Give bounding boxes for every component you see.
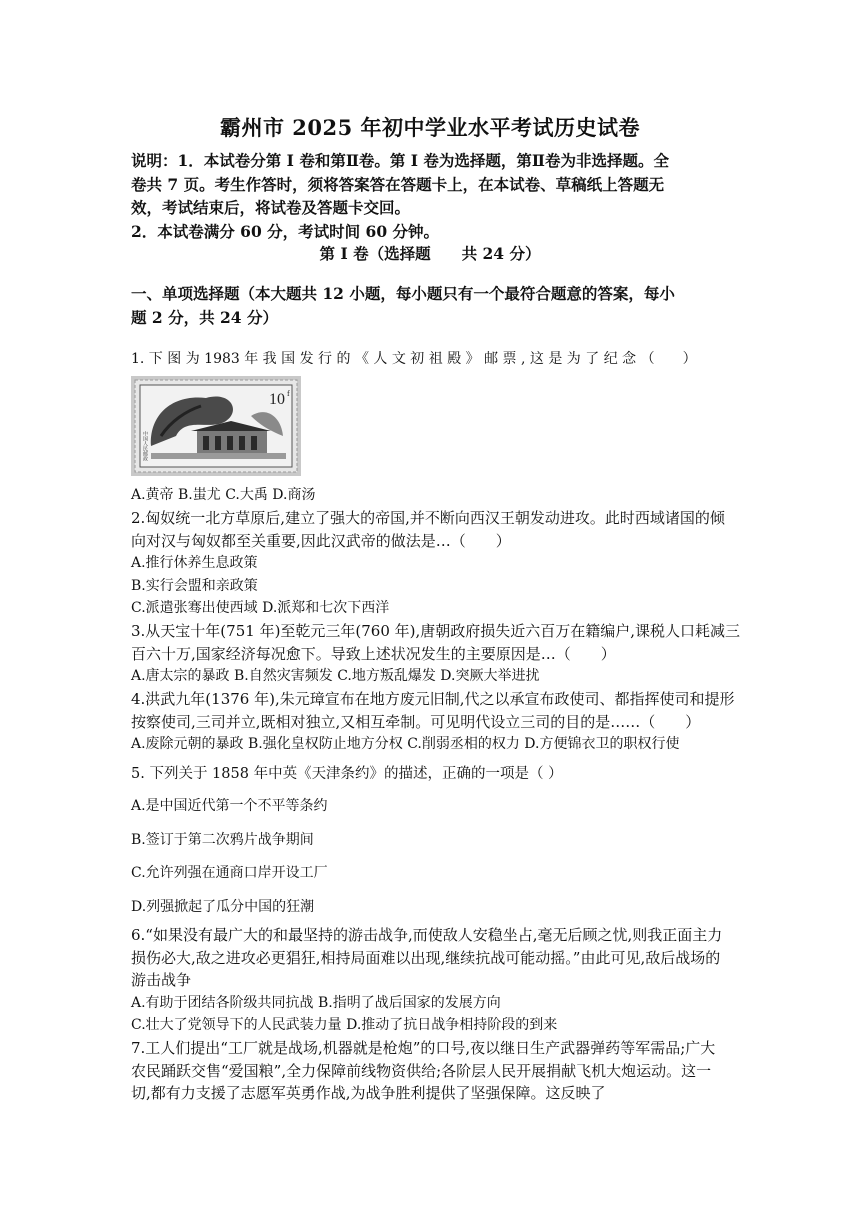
question-stem-line: 4.洪武九年(1376 年),朱元璋宣布在地方废元旧制,代之以承宣布政使司、都指挥使司和提形	[131, 690, 735, 708]
stamp-country: 中国人民邮政	[142, 431, 148, 461]
question-5-option-d: D.列强掀起了瓜分中国的狂潮	[131, 899, 315, 915]
part-heading-line: 一、单项选择题（本大题共 12 小题，每小题只有一个最符合题意的答案，每小	[131, 284, 675, 303]
question-stem-line: 百六十万,国家经济每况愈下。导致上述状况发生的主要原因是…（ ）	[131, 644, 616, 663]
question-3	[131, 620, 741, 688]
question-5-option-a: A.是中国近代第一个不平等条约	[131, 798, 328, 814]
part-heading	[131, 282, 751, 329]
exam-title: 霸州市 2025 年初中学业水平考试历史试卷	[219, 115, 641, 140]
question-stem-line: 3.从天宝十年(751 年)至乾元三年(760 年),唐朝政府损失近六百万在籍编户,课税人口耗减三	[131, 622, 741, 640]
part-heading-line: 题 2 分，共 24 分）	[131, 307, 278, 327]
instruction-line: 说明：1．本试卷分第 I 卷和第Ⅱ卷。第 I 卷为选择题，第Ⅱ卷为非选择题。全	[131, 151, 669, 170]
exam-instructions	[131, 149, 731, 243]
question-6	[131, 924, 731, 1037]
question-stem-line: 向对汉与匈奴都至关重要,因此汉武帝的做法是…（ ）	[131, 531, 511, 550]
option-line: C.派遣张骞出使西域 D.派郑和七次下西洋	[131, 600, 390, 616]
option-line: A.废除元朝的暴政 B.强化皇权防止地方分权 C.削弱丞相的权力 D.方便锦衣卫的职权行使	[131, 736, 680, 752]
question-2	[131, 507, 731, 620]
option-line: B.实行会盟和亲政策	[131, 577, 258, 594]
question-1	[131, 348, 731, 371]
question-5-option-b: B.签订于第二次鸦片战争期间	[131, 832, 314, 848]
question-stem-line: 按察使司,三司并立,既相对独立,又相互牵制。可见明代设立三司的目的是……（ ）	[131, 712, 701, 731]
option-line: A.唐太宗的暴政 B.自然灾害频发 C.地方叛乱爆发 D.突厥大举进扰	[131, 668, 540, 684]
stamp-denomination: 10	[269, 391, 285, 408]
question-stem-line: 6.“如果没有最广大的和最坚持的游击战争,而使敌人安稳坐占,毫无后顾之忧,则我正面主力	[131, 926, 723, 944]
option-line: A.有助于团结各阶级共同抗战 B.指明了战后国家的发展方向	[131, 994, 501, 1011]
section-title: 第 I 卷（选择题 共 24 分）	[319, 244, 541, 263]
question-7	[131, 1037, 731, 1105]
question-stem-line: 切,都有力支援了志愿军英勇作战,为战争胜利提供了坚强保障。这反映了	[131, 1084, 606, 1102]
svg-text:f: f	[287, 389, 290, 398]
question-stem-line: 农民踊跃交售“爱国粮”,全力保障前线物资供给;各阶层人民开展捐献飞机大炮运动。这一	[131, 1061, 712, 1080]
question-5-option-c: C.允许列强在通商口岸开设工厂	[131, 865, 328, 881]
stamp-image	[131, 376, 301, 476]
question-stem-line: 游击战争	[131, 971, 192, 989]
question-stem-line: 7.工人们提出“工厂就是战场,机器就是枪炮”的口号,夜以继日生产武器弹药等军需品;广大	[131, 1039, 716, 1057]
question-5-stem: 5. 下列关于 1858 年中英《天津条约》的描述，正确的一项是（ ）	[131, 766, 563, 782]
question-stem-line: 损伤必大,敌之进攻必更猖狂,相持局面难以出现,继续抗战可能动摇。”由此可见,敌后战场的	[131, 948, 721, 967]
question-4	[131, 688, 735, 756]
instruction-line: 卷共 7 页。考生作答时，须将答案答在答题卡上，在本试卷、草稿纸上答题无	[131, 174, 665, 194]
question-stem: 1. 下 图 为 1983 年 我 国 发 行 的 《 人 文 初 祖 殿 》 邮 票 , 这 是 为 了 纪 念 （ ）	[131, 351, 697, 367]
option-line: C.壮大了党领导下的人民武装力量 D.推动了抗日战争相持阶段的到来	[131, 1017, 558, 1033]
question-1-options: A.黄帝 B.蚩尤 C.大禹 D.商汤	[131, 487, 316, 503]
instruction-line: 效，考试结束后，将试卷及答题卡交回。	[131, 198, 411, 217]
instruction-line: 2．本试卷满分 60 分，考试时间 60 分钟。	[131, 221, 440, 241]
option-line: A.推行休养生息政策	[131, 555, 258, 571]
question-stem-line: 2.匈奴统一北方草原后,建立了强大的帝国,并不断向西汉王朝发动进攻。此时西域诸国的倾	[131, 509, 725, 527]
